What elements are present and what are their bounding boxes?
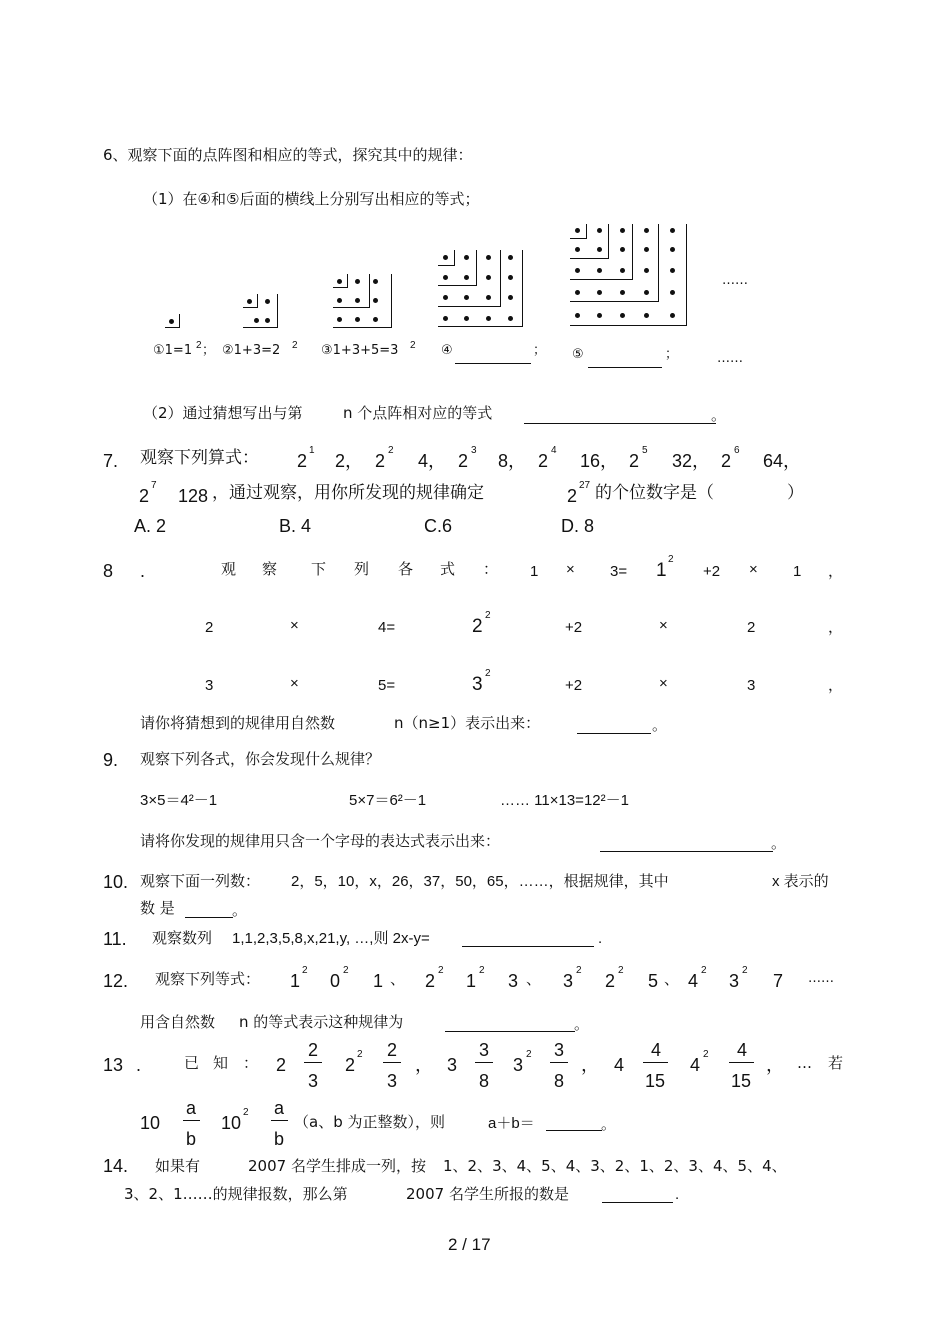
q7-term-6-result: 64， xyxy=(763,451,802,471)
q6-ellipsis-top: …… xyxy=(722,273,748,288)
q13-g3-num: 4 xyxy=(651,1040,662,1060)
q8-r2-sq-exp: 2 xyxy=(485,610,491,621)
q13-g1-base: 2 xyxy=(345,1055,356,1075)
q11-text: 观察数列 xyxy=(152,929,213,947)
q12-i2-b: 1 xyxy=(466,971,477,991)
q12-i1-b: 0 xyxy=(330,971,341,991)
label-1-exp: 2 xyxy=(196,340,202,351)
q13-g1-num2: 2 xyxy=(387,1040,398,1060)
q13-l2-text2: a＋b＝ xyxy=(488,1115,535,1132)
q14-year: 2007 名学生排成一列，按 xyxy=(248,1157,426,1175)
q8-r2-c: 2 xyxy=(747,619,756,636)
q13-l2-text: （a、b 为正整数），则 xyxy=(294,1113,445,1131)
q12-i3-a: 3 xyxy=(563,971,574,991)
q8-r1-c: 1 xyxy=(793,563,802,580)
q7-paren-close: ） xyxy=(787,483,804,503)
q8-char-1: 观 xyxy=(221,560,237,578)
label-2: ②1+3=2 xyxy=(222,343,281,358)
q7-number: 7. xyxy=(103,451,119,471)
label-1-sep: ； xyxy=(202,343,216,358)
q13-g1-num: 2 xyxy=(308,1040,319,1060)
q12-i4-r: 7 xyxy=(773,971,784,991)
label-5: ⑤ xyxy=(572,347,584,362)
answer-blank-q6-2[interactable] xyxy=(524,423,716,424)
q12-i3-r: 5 xyxy=(648,971,659,991)
q13-end: 。 xyxy=(601,1115,617,1133)
q7-line2-result: 128 xyxy=(178,486,209,506)
q7-term-3-exp: 3 xyxy=(471,445,477,456)
q8-r1-a: 1 xyxy=(530,563,539,580)
q14-seq: 1、2、3、4、5、4、3、2、1、2、3、4、5、4、 xyxy=(443,1157,787,1175)
q10-text: 观察下面一列数： xyxy=(140,872,261,890)
q7-term-5-base: 2 xyxy=(629,451,640,471)
q7-term-5-exp: 5 xyxy=(642,445,648,456)
q6-part2-end: 。 xyxy=(711,406,727,424)
q13-g2-fraction-bar2 xyxy=(550,1062,568,1063)
q12-i3-be: 2 xyxy=(618,965,624,976)
q6-part2: （2）通过猜想写出与第 xyxy=(143,404,303,422)
q7-line2-base: 2 xyxy=(139,486,150,506)
q7-term-3-base: 2 xyxy=(458,451,469,471)
q13-g3-den: 15 xyxy=(645,1071,666,1091)
q7-line2-end: 的个位数字是（ xyxy=(595,483,714,503)
label-5-sep: ； xyxy=(665,347,679,362)
page-number: 2 / 17 xyxy=(448,1235,491,1254)
q12-line2b: n 的等式表示这种规律为 xyxy=(239,1013,404,1031)
q8-char-6: 式 xyxy=(440,560,456,578)
q7-term-2-result: 4， xyxy=(418,451,447,471)
q9-eq3: …… 11×13=12²－1 xyxy=(500,792,629,809)
q12-number: 12. xyxy=(103,971,129,991)
lattice-3 xyxy=(333,274,395,330)
q12-i3-ae: 2 xyxy=(576,965,582,976)
q13-g3-fraction-bar xyxy=(643,1062,668,1063)
q8-r3-sq-exp: 2 xyxy=(485,668,491,679)
q13-g3-fraction-bar2 xyxy=(729,1062,754,1063)
q12-i4-sep: …… xyxy=(808,971,834,986)
q12-i1-be: 2 xyxy=(343,965,349,976)
q12-i3-sep: 、 xyxy=(664,970,680,988)
q7-term-1-base: 2 xyxy=(297,451,308,471)
q12-i2-ae: 2 xyxy=(438,965,444,976)
q13-g2-fraction-bar xyxy=(475,1062,493,1063)
q8-r3-times: × xyxy=(290,675,299,692)
q8-r3-a: 3 xyxy=(205,677,214,694)
q8-ask: 请你将猜想到的规律用自然数 xyxy=(140,714,336,732)
q8-r2-b: 4= xyxy=(378,619,396,636)
q8-char-7: ： xyxy=(483,560,499,578)
answer-blank-q11[interactable] xyxy=(462,946,594,947)
q8-end: 。 xyxy=(652,716,668,734)
q10-line2: 数 是 xyxy=(140,899,175,917)
lattice-1 xyxy=(165,314,181,330)
answer-blank-q10[interactable] xyxy=(185,917,233,918)
q12-i1-r: 1 xyxy=(373,971,384,991)
q7-term-3-result: 8， xyxy=(498,451,527,471)
q9-end: 。 xyxy=(771,834,787,852)
q13-g2-sep: ， xyxy=(581,1055,599,1075)
q7-option-b[interactable]: B. 4 xyxy=(279,516,312,536)
q10-seq: 2，5，10，x，26，37，50，65，……，根据规律，其中 xyxy=(291,873,669,890)
q13-g2-num2: 3 xyxy=(554,1040,565,1060)
q13-l2-den2: b xyxy=(274,1129,285,1149)
q8-r3-sq: 3 xyxy=(472,674,483,695)
q7-line2-exp: 7 xyxy=(151,480,157,491)
q8-r1-comma: ， xyxy=(828,563,844,580)
q9-eq2: 5×7＝6²－1 xyxy=(349,792,427,809)
q12-i4-ae: 2 xyxy=(701,965,707,976)
q7-option-d[interactable]: D. 8 xyxy=(561,516,595,536)
q12-i3-b: 2 xyxy=(605,971,616,991)
label-1: ①1=1 xyxy=(153,343,193,358)
q12-i2-sep: 、 xyxy=(526,970,542,988)
q9-eq1: 3×5＝4²－1 xyxy=(140,792,218,809)
q13-g3-whole: 4 xyxy=(614,1055,625,1075)
q13-g3-base: 4 xyxy=(690,1055,701,1075)
q8-r1-times: × xyxy=(566,561,575,578)
q9-number: 9. xyxy=(103,750,119,770)
answer-blank-q12[interactable] xyxy=(445,1031,575,1032)
answer-blank-q14[interactable] xyxy=(602,1202,673,1203)
q12-i1-sep: 、 xyxy=(390,970,406,988)
q11-end: . xyxy=(598,930,603,947)
q8-r2-comma: ， xyxy=(828,619,844,636)
q8-r3-comma: ， xyxy=(828,677,844,694)
q13-g1-sep: ， xyxy=(415,1055,433,1075)
q12-i4-a: 4 xyxy=(688,971,699,991)
q13-g2-den2: 8 xyxy=(554,1071,565,1091)
q13-g1-whole: 2 xyxy=(276,1055,287,1075)
q13-g1-fraction-bar xyxy=(304,1062,322,1063)
q8-r3-plus: +2 xyxy=(565,677,583,694)
q12-i4-be: 2 xyxy=(742,965,748,976)
q6-part2-n: n 个点阵相对应的等式 xyxy=(343,404,493,422)
q8-char-4: 列 xyxy=(354,560,370,578)
q7-line2-text: ，通过观察，用你所发现的规律确定 xyxy=(212,483,484,503)
q12-i2-a: 2 xyxy=(425,971,436,991)
q13-g3-num2: 4 xyxy=(737,1040,748,1060)
q9-ask: 请将你发现的规律用只含一个字母的表达式表示出来： xyxy=(140,832,501,850)
q13-l2-base: 10 xyxy=(221,1113,242,1133)
q7-term-1-result: 2， xyxy=(335,451,364,471)
q11-number: 11. xyxy=(103,929,127,949)
q14-line2: 3、2、1……的规律报数，那么第 xyxy=(124,1185,348,1203)
q7-term-6-exp: 6 xyxy=(734,445,740,456)
q14-line2b: 2007 名学生所报的数是 xyxy=(406,1185,569,1203)
q13-etc: … xyxy=(797,1054,812,1072)
q12-i1-a: 1 xyxy=(290,971,301,991)
q12-i4-b: 3 xyxy=(729,971,740,991)
q7-term-2-exp: 2 xyxy=(388,445,394,456)
lattice-5 xyxy=(570,224,692,330)
q8-r3-times2: × xyxy=(659,675,668,692)
q12-i1-ae: 2 xyxy=(302,965,308,976)
q13-g2-den: 8 xyxy=(479,1071,490,1091)
q7-term-2-base: 2 xyxy=(375,451,386,471)
q7-term-4-exp: 4 xyxy=(551,445,557,456)
label-2-exp: 2 xyxy=(292,340,298,351)
q8-r1-times2: × xyxy=(749,561,758,578)
label-4: ④ xyxy=(441,343,453,358)
q14-text: 如果有 xyxy=(155,1157,201,1175)
q13-l2-num2: a xyxy=(274,1098,285,1118)
answer-blank-4[interactable] xyxy=(455,363,531,364)
q12-end: 。 xyxy=(574,1015,590,1033)
q7-line2-exp2: 27 xyxy=(579,480,591,491)
q7-term-4-base: 2 xyxy=(538,451,549,471)
q13-g2-whole: 3 xyxy=(447,1055,458,1075)
label-3: ③1+3+5=3 xyxy=(321,343,399,358)
q13-l2-whole: 10 xyxy=(140,1113,161,1133)
q13-g2-base: 3 xyxy=(513,1055,524,1075)
q7-lead: 观察下列算式： xyxy=(140,448,259,468)
label-4-sep: ； xyxy=(533,343,547,358)
q6-ellipsis-bottom: …… xyxy=(717,351,743,366)
q8-r3-b: 5= xyxy=(378,677,396,694)
q13-l2-fraction-bar xyxy=(183,1120,200,1121)
q13-g1-fraction-bar2 xyxy=(383,1062,401,1063)
q13-l2-exp: 2 xyxy=(243,1107,249,1118)
q13-dot: . xyxy=(136,1055,142,1075)
q12-line2: 用含自然数 xyxy=(140,1013,216,1031)
lattice-4 xyxy=(438,250,528,330)
answer-blank-q9[interactable] xyxy=(600,851,773,852)
q8-r2-times: × xyxy=(290,617,299,634)
q13-char-1: 已 xyxy=(184,1054,200,1072)
q13-g1-den2: 3 xyxy=(387,1071,398,1091)
q8-r1-plus: +2 xyxy=(703,563,721,580)
label-3-exp: 2 xyxy=(410,340,416,351)
q11-seq: 1,1,2,3,5,8,x,21,y, …,则 2x-y= xyxy=(232,930,430,947)
q8-r2-plus: +2 xyxy=(565,619,583,636)
q13-l2-num: a xyxy=(186,1098,197,1118)
q13-g1-exp: 2 xyxy=(357,1049,363,1060)
lattice-2 xyxy=(243,294,283,330)
q13-char-2: 知 xyxy=(213,1054,229,1072)
q13-l2-fraction-bar2 xyxy=(271,1120,288,1121)
q7-term-5-result: 32， xyxy=(672,451,711,471)
q7-term-6-base: 2 xyxy=(721,451,732,471)
answer-blank-q13[interactable] xyxy=(546,1130,602,1131)
q8-r2-sq: 2 xyxy=(472,616,483,637)
q13-g3-sep: ， xyxy=(766,1055,784,1075)
q8-dot: . xyxy=(140,561,146,581)
q7-line2-base2: 2 xyxy=(567,486,578,506)
q8-char-5: 各 xyxy=(398,560,414,578)
q8-char-2: 察 xyxy=(262,560,278,578)
q8-char-3: 下 xyxy=(311,560,327,578)
q13-number: 13 xyxy=(103,1055,124,1075)
answer-blank-5[interactable] xyxy=(588,367,662,368)
q10-number: 10. xyxy=(103,872,129,892)
q7-option-a[interactable]: A. 2 xyxy=(134,516,167,536)
q8-r2-times2: × xyxy=(659,617,668,634)
q6-part1: （1）在④和⑤后面的横线上分别写出相应的等式； xyxy=(143,190,480,208)
q8-r2-a: 2 xyxy=(205,619,214,636)
q7-option-c[interactable]: C.6 xyxy=(424,516,453,536)
q13-g2-num: 3 xyxy=(479,1040,490,1060)
q13-g2-exp: 2 xyxy=(526,1049,532,1060)
q13-ruo: 若 xyxy=(828,1054,844,1072)
q8-number: 8 xyxy=(103,561,114,581)
q12-i2-be: 2 xyxy=(479,965,485,976)
q13-char-3: ： xyxy=(243,1054,259,1072)
answer-blank-q8[interactable] xyxy=(577,733,651,734)
q8-r1-sq-exp: 2 xyxy=(668,554,674,565)
q8-r1-sq: 1 xyxy=(656,560,667,581)
q13-l2-den: b xyxy=(186,1129,197,1149)
q8-ask2: n（n≥1）表示出来： xyxy=(394,714,541,732)
q13-g1-den: 3 xyxy=(308,1071,319,1091)
q13-g3-den2: 15 xyxy=(731,1071,752,1091)
q8-r1-b: 3= xyxy=(610,563,628,580)
q8-r3-c: 3 xyxy=(747,677,756,694)
q10-end: 。 xyxy=(232,901,248,919)
q10-tail: x 表示的 xyxy=(772,873,829,890)
q13-g3-exp: 2 xyxy=(703,1049,709,1060)
q9-text: 观察下列各式，你会发现什么规律？ xyxy=(140,750,381,768)
q7-term-1-exp: 1 xyxy=(309,445,315,456)
q6-title: 6、观察下面的点阵图和相应的等式，探究其中的规律： xyxy=(103,146,473,164)
q12-i2-r: 3 xyxy=(508,971,519,991)
q7-term-4-result: 16， xyxy=(580,451,619,471)
q12-text: 观察下列等式： xyxy=(155,970,261,988)
q14-number: 14. xyxy=(103,1156,129,1176)
q14-end: . xyxy=(675,1186,680,1203)
